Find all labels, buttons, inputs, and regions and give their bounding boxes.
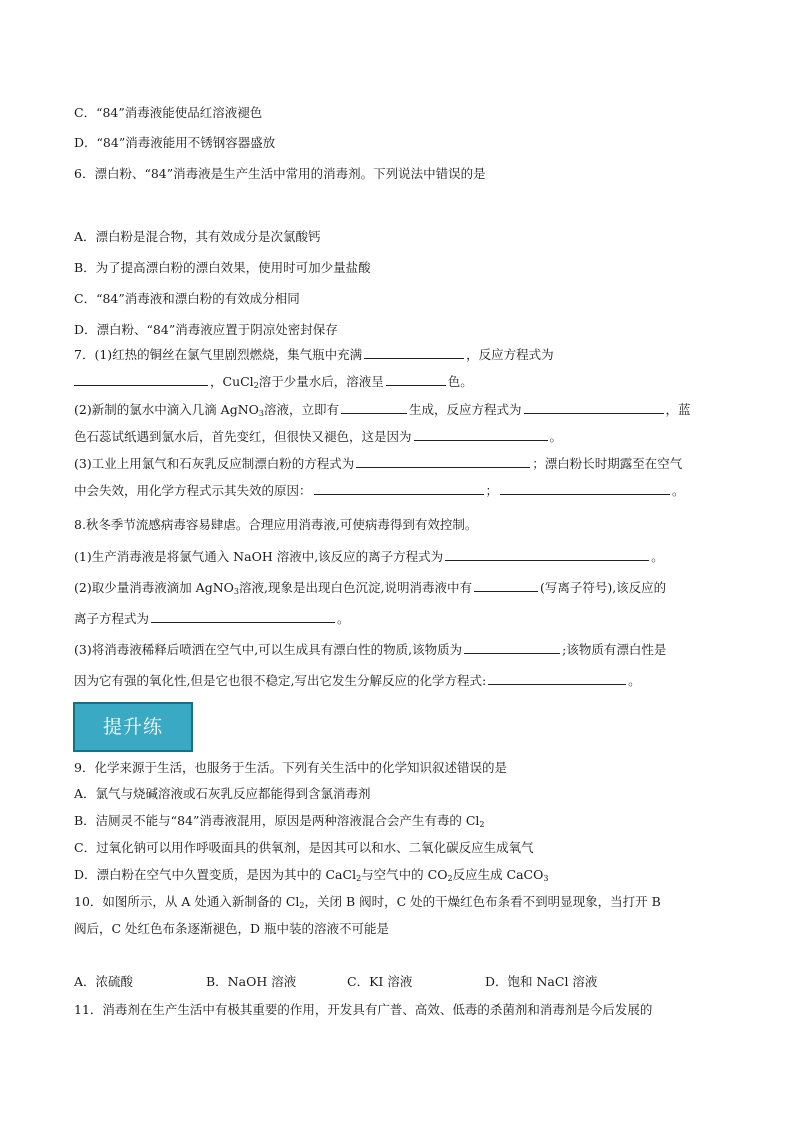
q7-line-3 <box>74 401 691 423</box>
q10-line-2: 阀后，C 处红色布条逐渐褪色，D 瓶中装的溶液不可能是 <box>74 921 390 936</box>
answer-blank[interactable] <box>488 672 626 685</box>
answer-blank[interactable] <box>74 373 208 386</box>
answer-blank[interactable] <box>500 482 670 495</box>
q8-text: (写离子符号),该反应的 <box>539 580 667 595</box>
q8-text: (3)将消毒液稀释后喷洒在空气中,可以生成具有漂白性的物质,该物质为 <box>74 642 463 657</box>
q5-option-d: D．“84”消毒液能用不锈钢容器盛放 <box>74 135 276 150</box>
q10-option-b: B．NaOH 溶液 <box>206 974 297 989</box>
answer-blank[interactable] <box>364 346 464 359</box>
q8-text: 。 <box>651 549 664 564</box>
q8-text: 离子方程式为 <box>74 611 150 626</box>
q9-stem: 9．化学来源于生活，也服务于生活。下列有关生活中的化学知识叙述错误的是 <box>74 760 507 775</box>
q6-stem: 6．漂白粉、“84”消毒液是生产生活中常用的消毒剂。下列说法中错误的是 <box>74 166 486 181</box>
q8-text: (1)生产消毒液是将氯气通入 NaOH 溶液中,该反应的离子方程式为 <box>74 549 444 564</box>
q7-text: 溶于少量水后，溶液呈 <box>258 374 384 389</box>
q7-text: 溶液，立即有 <box>264 402 340 417</box>
q9-text: B．洁厕灵不能与“84”消毒液混用，原因是两种溶液混合会产生有毒的 Cl <box>74 813 480 828</box>
answer-blank[interactable] <box>341 401 407 414</box>
q7-text: 7．(1)红热的铜丝在氯气里剧烈燃烧，集气瓶中充满 <box>74 347 363 362</box>
q10-option-d: D．饱和 NaCl 溶液 <box>485 974 598 989</box>
subscript: 3 <box>258 409 264 418</box>
q7-text: ，反应方程式为 <box>466 347 554 362</box>
q7-line-4 <box>74 428 562 446</box>
q7-text: (3)工业上用氯气和石灰乳反应制漂白粉的方程式为 <box>74 456 355 471</box>
q8-line-4 <box>74 641 666 659</box>
answer-blank[interactable] <box>464 641 560 654</box>
q8-text: ;该物质有漂白性是 <box>562 642 667 657</box>
q10-option-c: C．KI 溶液 <box>347 974 413 989</box>
q7-text: 色石蕊试纸遇到氯水后，首先变红，但很快又褪色，这是因为 <box>74 429 412 444</box>
subscript: 3 <box>543 874 549 883</box>
q10-text: 10．如图所示，从 A 处通入新制备的 Cl <box>74 894 300 909</box>
q7-text: (2)新制的氯水中滴入几滴 AgNO <box>74 402 259 417</box>
q7-text: 。 <box>672 483 685 498</box>
q7-line-5 <box>74 455 682 473</box>
q5-option-c: C．“84”消毒液能使品红溶液褪色 <box>74 105 263 120</box>
q9-text: 与空气中的 CO <box>361 867 448 882</box>
q6-option-c: C．“84”消毒液和漂白粉的有效成分相同 <box>74 291 300 306</box>
q8-stem: 8.秋冬季节流感病毒容易肆虐。合理应用消毒液,可使病毒得到有效控制。 <box>74 517 478 532</box>
q7-line-2 <box>74 373 473 395</box>
q7-text: ，蓝 <box>665 402 691 417</box>
q11-stem: 11．消毒剂在生产生活中有极其重要的作用，开发具有广普、高效、低毒的杀菌剂和消毒剂是今后发展的 <box>74 1002 653 1017</box>
q8-text: (2)取少量消毒液滴加 AgNO <box>74 580 234 595</box>
q9-option-b <box>74 812 485 834</box>
subscript: 3 <box>233 587 239 596</box>
subscript: 2 <box>299 901 305 910</box>
q6-option-d: D．漂白粉、“84”消毒液应置于阴凉处密封保存 <box>74 322 338 337</box>
q7-text: 色。 <box>447 374 473 389</box>
q7-text: ；漂白粉长时期露至在空气 <box>532 456 683 471</box>
answer-blank[interactable] <box>151 610 335 623</box>
subscript: 2 <box>253 381 259 390</box>
q7-text: 。 <box>549 429 563 444</box>
q7-text: 中会失效，用化学方程式示其失效的原因： <box>74 483 312 498</box>
answer-blank[interactable] <box>414 428 548 441</box>
q7-text: ，CuCl <box>210 374 254 389</box>
section-banner: 提升练 <box>73 702 193 752</box>
q7-text: ； <box>485 483 499 498</box>
q7-line-1 <box>74 346 554 364</box>
q9-option-a: A．氯气与烧碱溶液或石灰乳反应都能得到含氯消毒剂 <box>74 786 371 801</box>
q10-option-a: A．浓硫酸 <box>74 974 134 989</box>
q8-text: 。 <box>337 611 350 626</box>
q8-line-1 <box>74 548 664 566</box>
subscript: 2 <box>479 820 485 829</box>
subscript: 2 <box>356 874 362 883</box>
answer-blank[interactable] <box>445 548 649 561</box>
answer-blank[interactable] <box>314 482 484 495</box>
q9-option-c: C．过氧化钠可以用作呼吸面具的供氧剂，是因其可以和水、二氧化碳反应生成氧气 <box>74 840 534 855</box>
answer-blank[interactable] <box>524 401 664 414</box>
q10-line-1 <box>74 893 661 915</box>
q9-option-d <box>74 866 548 888</box>
q8-line-5 <box>74 672 641 690</box>
q6-option-b: B．为了提高漂白粉的漂白效果，使用时可加少量盐酸 <box>74 260 371 275</box>
q9-text: 反应生成 CaCO <box>452 867 544 882</box>
q8-text: 因为它有强的氧化性,但是它也很不稳定,写出它发生分解反应的化学方程式: <box>74 673 487 688</box>
q8-text: 溶液,现象是出现白色沉淀,说明消毒液中有 <box>239 580 472 595</box>
answer-blank[interactable] <box>386 373 446 386</box>
q8-text: 。 <box>628 673 641 688</box>
q8-line-2 <box>74 579 666 601</box>
q8-line-3 <box>74 610 350 628</box>
q6-option-a: A．漂白粉是混合物，其有效成分是次氯酸钙 <box>74 229 321 244</box>
answer-blank[interactable] <box>356 455 530 468</box>
q7-text: 生成，反应方程式为 <box>409 402 522 417</box>
subscript: 2 <box>447 874 453 883</box>
q7-line-6 <box>74 482 685 500</box>
q9-text: D．漂白粉在空气中久置变质，是因为其中的 CaCl <box>74 867 357 882</box>
q10-text: ，关闭 B 阀时，C 处的干燥红色布条看不到明显现象，当打开 B <box>304 894 661 909</box>
answer-blank[interactable] <box>474 579 538 592</box>
